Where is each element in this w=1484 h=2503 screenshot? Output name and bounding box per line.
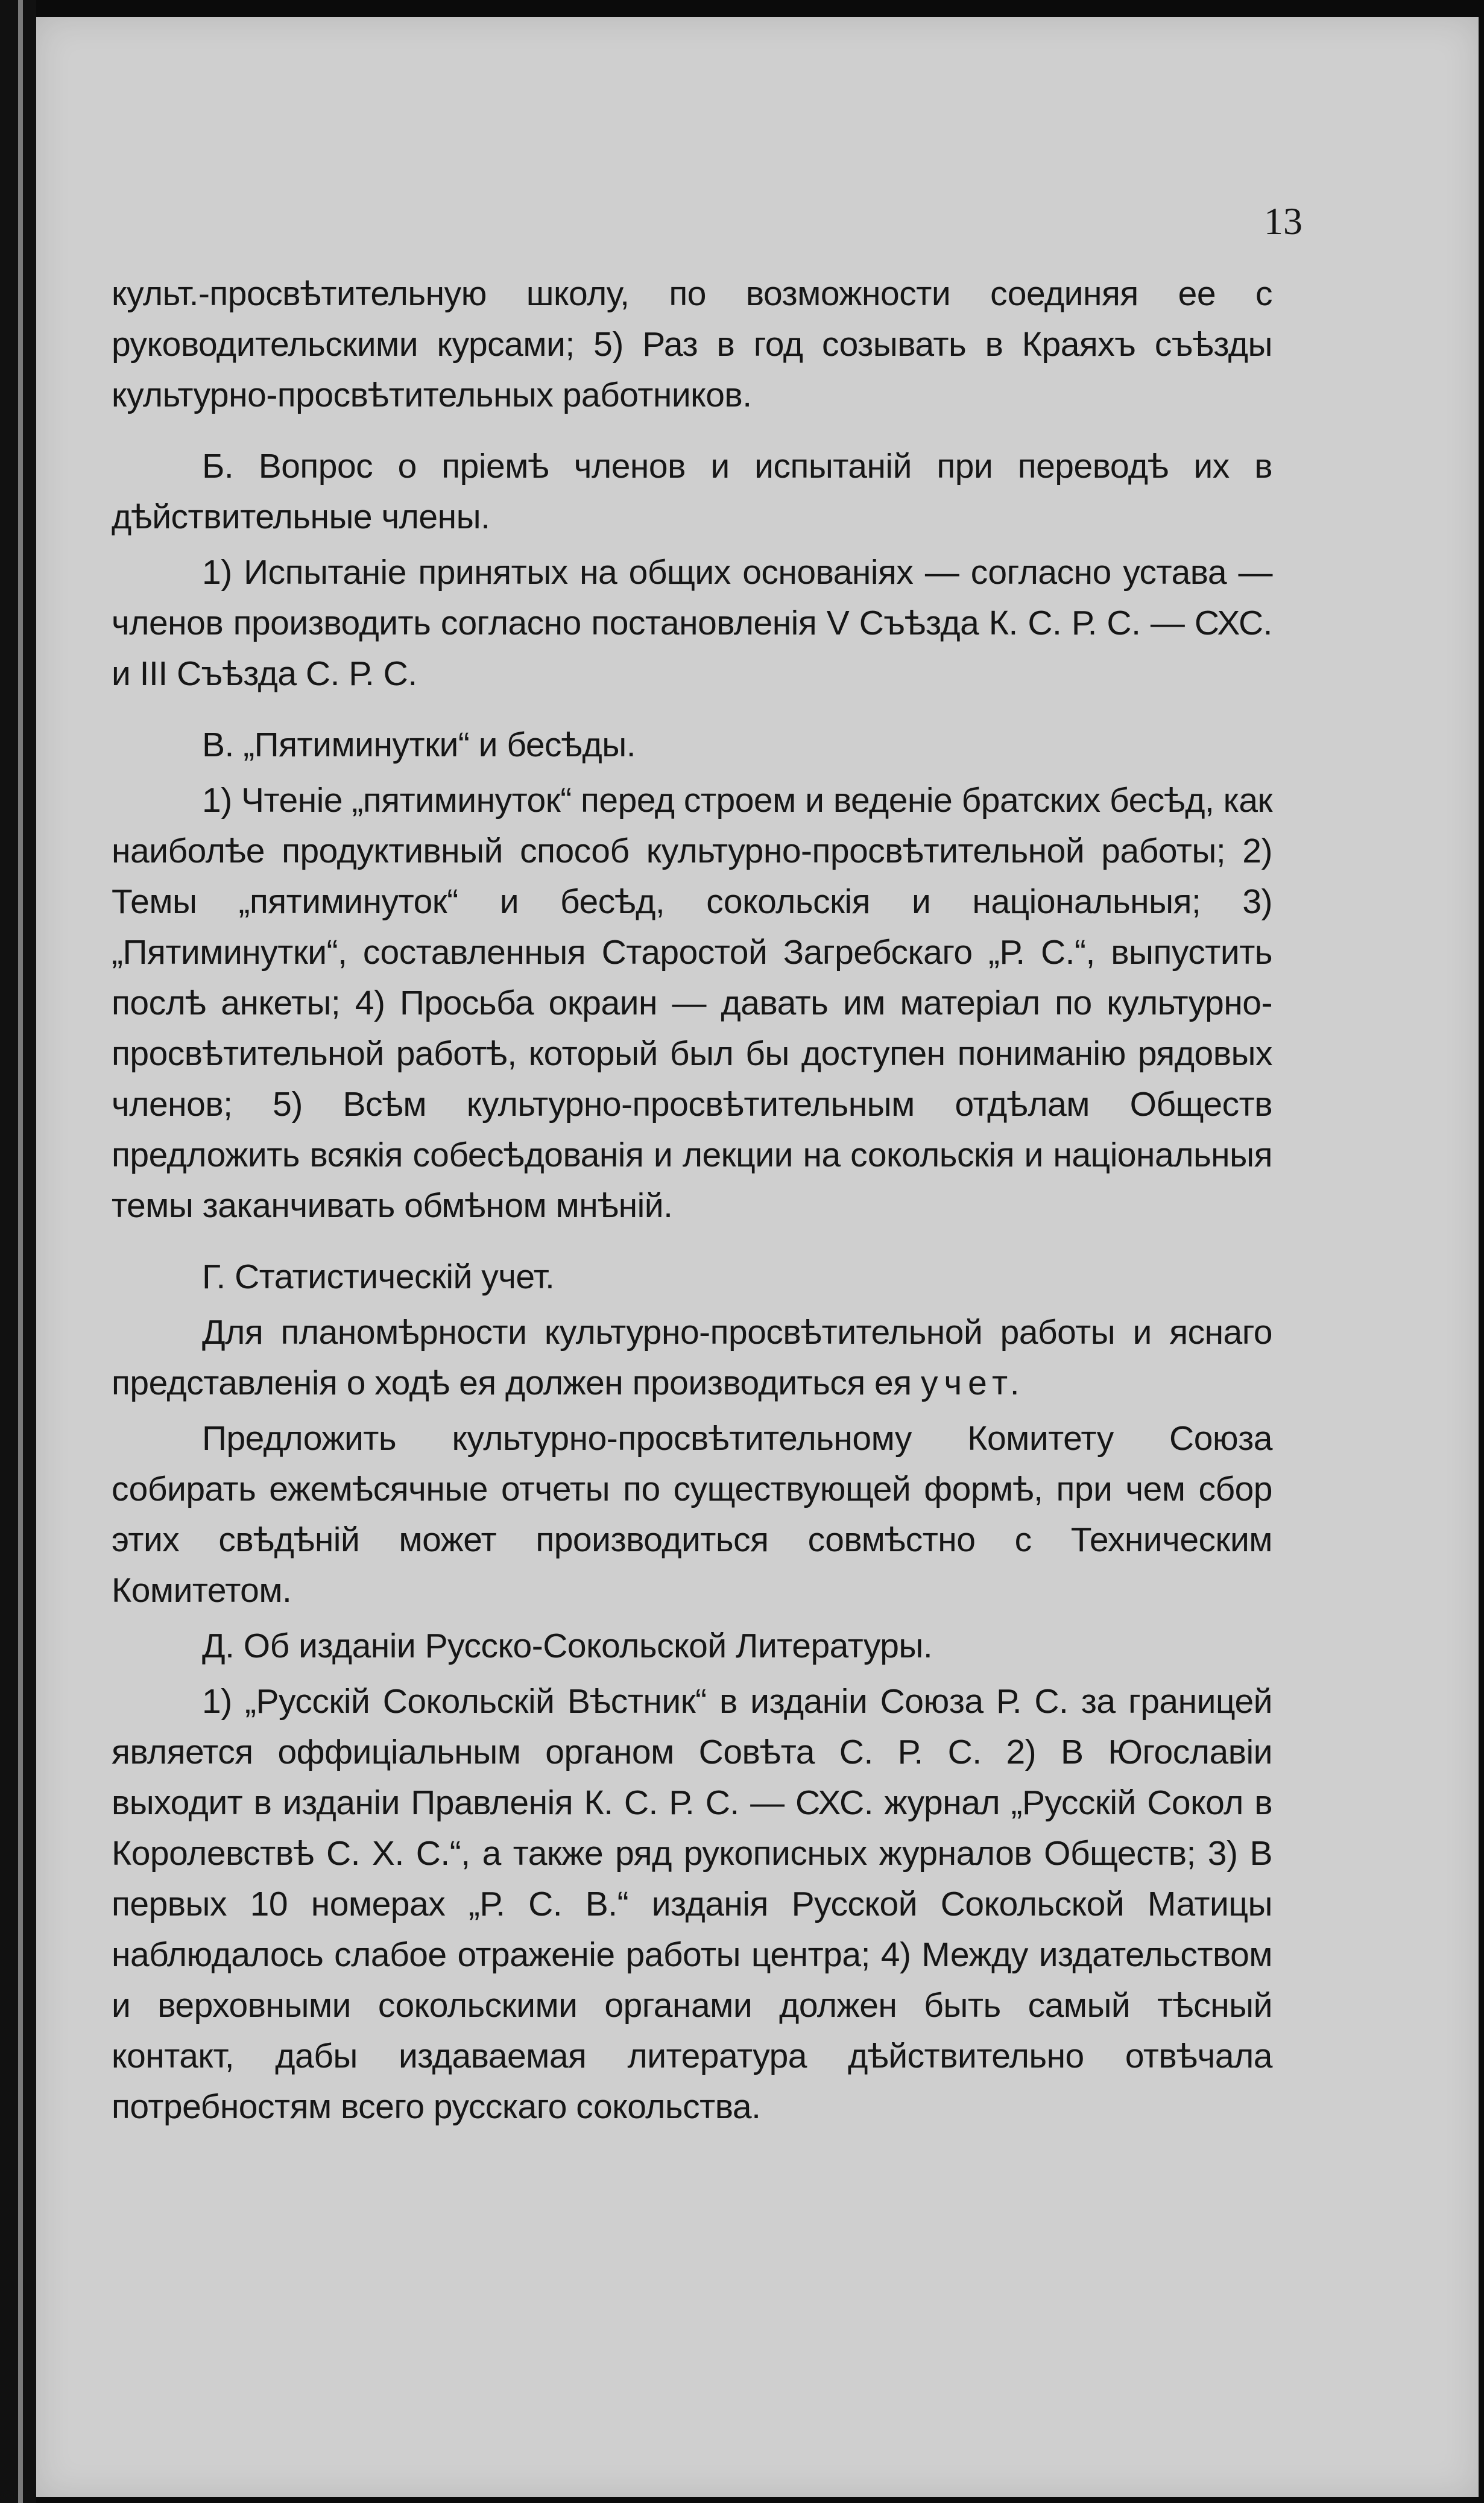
section-g-paragraph-1-main: Для планомѣрности культурно-просвѣтительной работы и яснаго представленія о ходѣ ея должен производиться ея: [112, 1313, 1272, 1402]
section-b-heading: Б. Вопрос о пріемѣ членов и испытаній при переводѣ их в дѣйствительные члены.: [112, 447, 1272, 536]
section-g-paragraph-2: Предложить культурно-просвѣтительному Комитету Союза собирать ежемѣсячные отчеты по существующей формѣ, при чем сбор этих свѣдѣній может производиться совмѣстно с Техническим Комитетом.: [112, 1419, 1272, 1610]
section-g-paragraph-1: [112, 1307, 1272, 1408]
section-v-heading: В. „Пятиминутки“ и бесѣды.: [202, 726, 636, 764]
section-d-heading: Д. Об изданіи Русско-Сокольской Литературы.: [202, 1627, 933, 1665]
page-number: 13: [1264, 200, 1302, 242]
paragraph-continuation: культ.-просвѣтительную школу, по возможности соединяя ее с руководительскими курсами; 5) Раз в год созывать в Краяхъ съѣзды культурно-просвѣтительных работников.: [112, 274, 1272, 414]
section-d-item-1: 1) „Русскій Сокольскій Вѣстник“ в изданіи Союза Р. С. за границей является оффиціальным органом Совѣта С. Р. С. 2) В Югославіи выходит в изданіи Правленія К. С. Р. С. — СХС. журнал „Русскій Сокол в Королевствѣ С. Х. С.“, а также ряд рукописных журналов Обществ; 3) В первых 10 номерах „Р. С. В.“ изданія Русской Сокольской Матицы наблюдалось слабое отраженіе работы центра; 4) Между издательством и верховными сокольскими органами должен быть самый тѣсный контакт, дабы издаваемая литература дѣйствительно отвѣчала потребностям всего русскаго сокольства.: [112, 1682, 1272, 2126]
section-b-item-1: 1) Испытаніе принятых на общих основаніях — согласно устава — членов производить согласно постановленія V Съѣзда К. С. Р. С. — СХС. и III Съѣзда С. Р. С.: [112, 553, 1272, 693]
section-g-emphasis: учет.: [920, 1364, 1026, 1402]
section-v-item-1: 1) Чтеніе „пятиминуток“ перед строем и веденіе братских бесѣд, как наиболѣе продуктивный способ культурно-просвѣтительной работы; 2) Темы „пятиминуток“ и бесѣд, сокольскія и національныя; 3) „Пятиминутки“, составленныя Старостой Загребскаго „Р. С.“, выпустить послѣ анкеты; 4) Просьба окраин — давать им матеріал по культурно-просвѣтительной работѣ, который был бы доступен пониманію рядовых членов; 5) Всѣм культурно-просвѣтительным отдѣлам Обществ предложить всякія собесѣдованія и лекции на сокольскія и національныя темы заканчивать обмѣном мнѣній.: [112, 781, 1272, 1225]
scan-left-edge: [0, 0, 36, 2503]
page-text-body: [112, 268, 1272, 2132]
section-g-heading: Г. Статистическій учет.: [202, 1258, 555, 1296]
binding-line: [18, 0, 23, 2503]
